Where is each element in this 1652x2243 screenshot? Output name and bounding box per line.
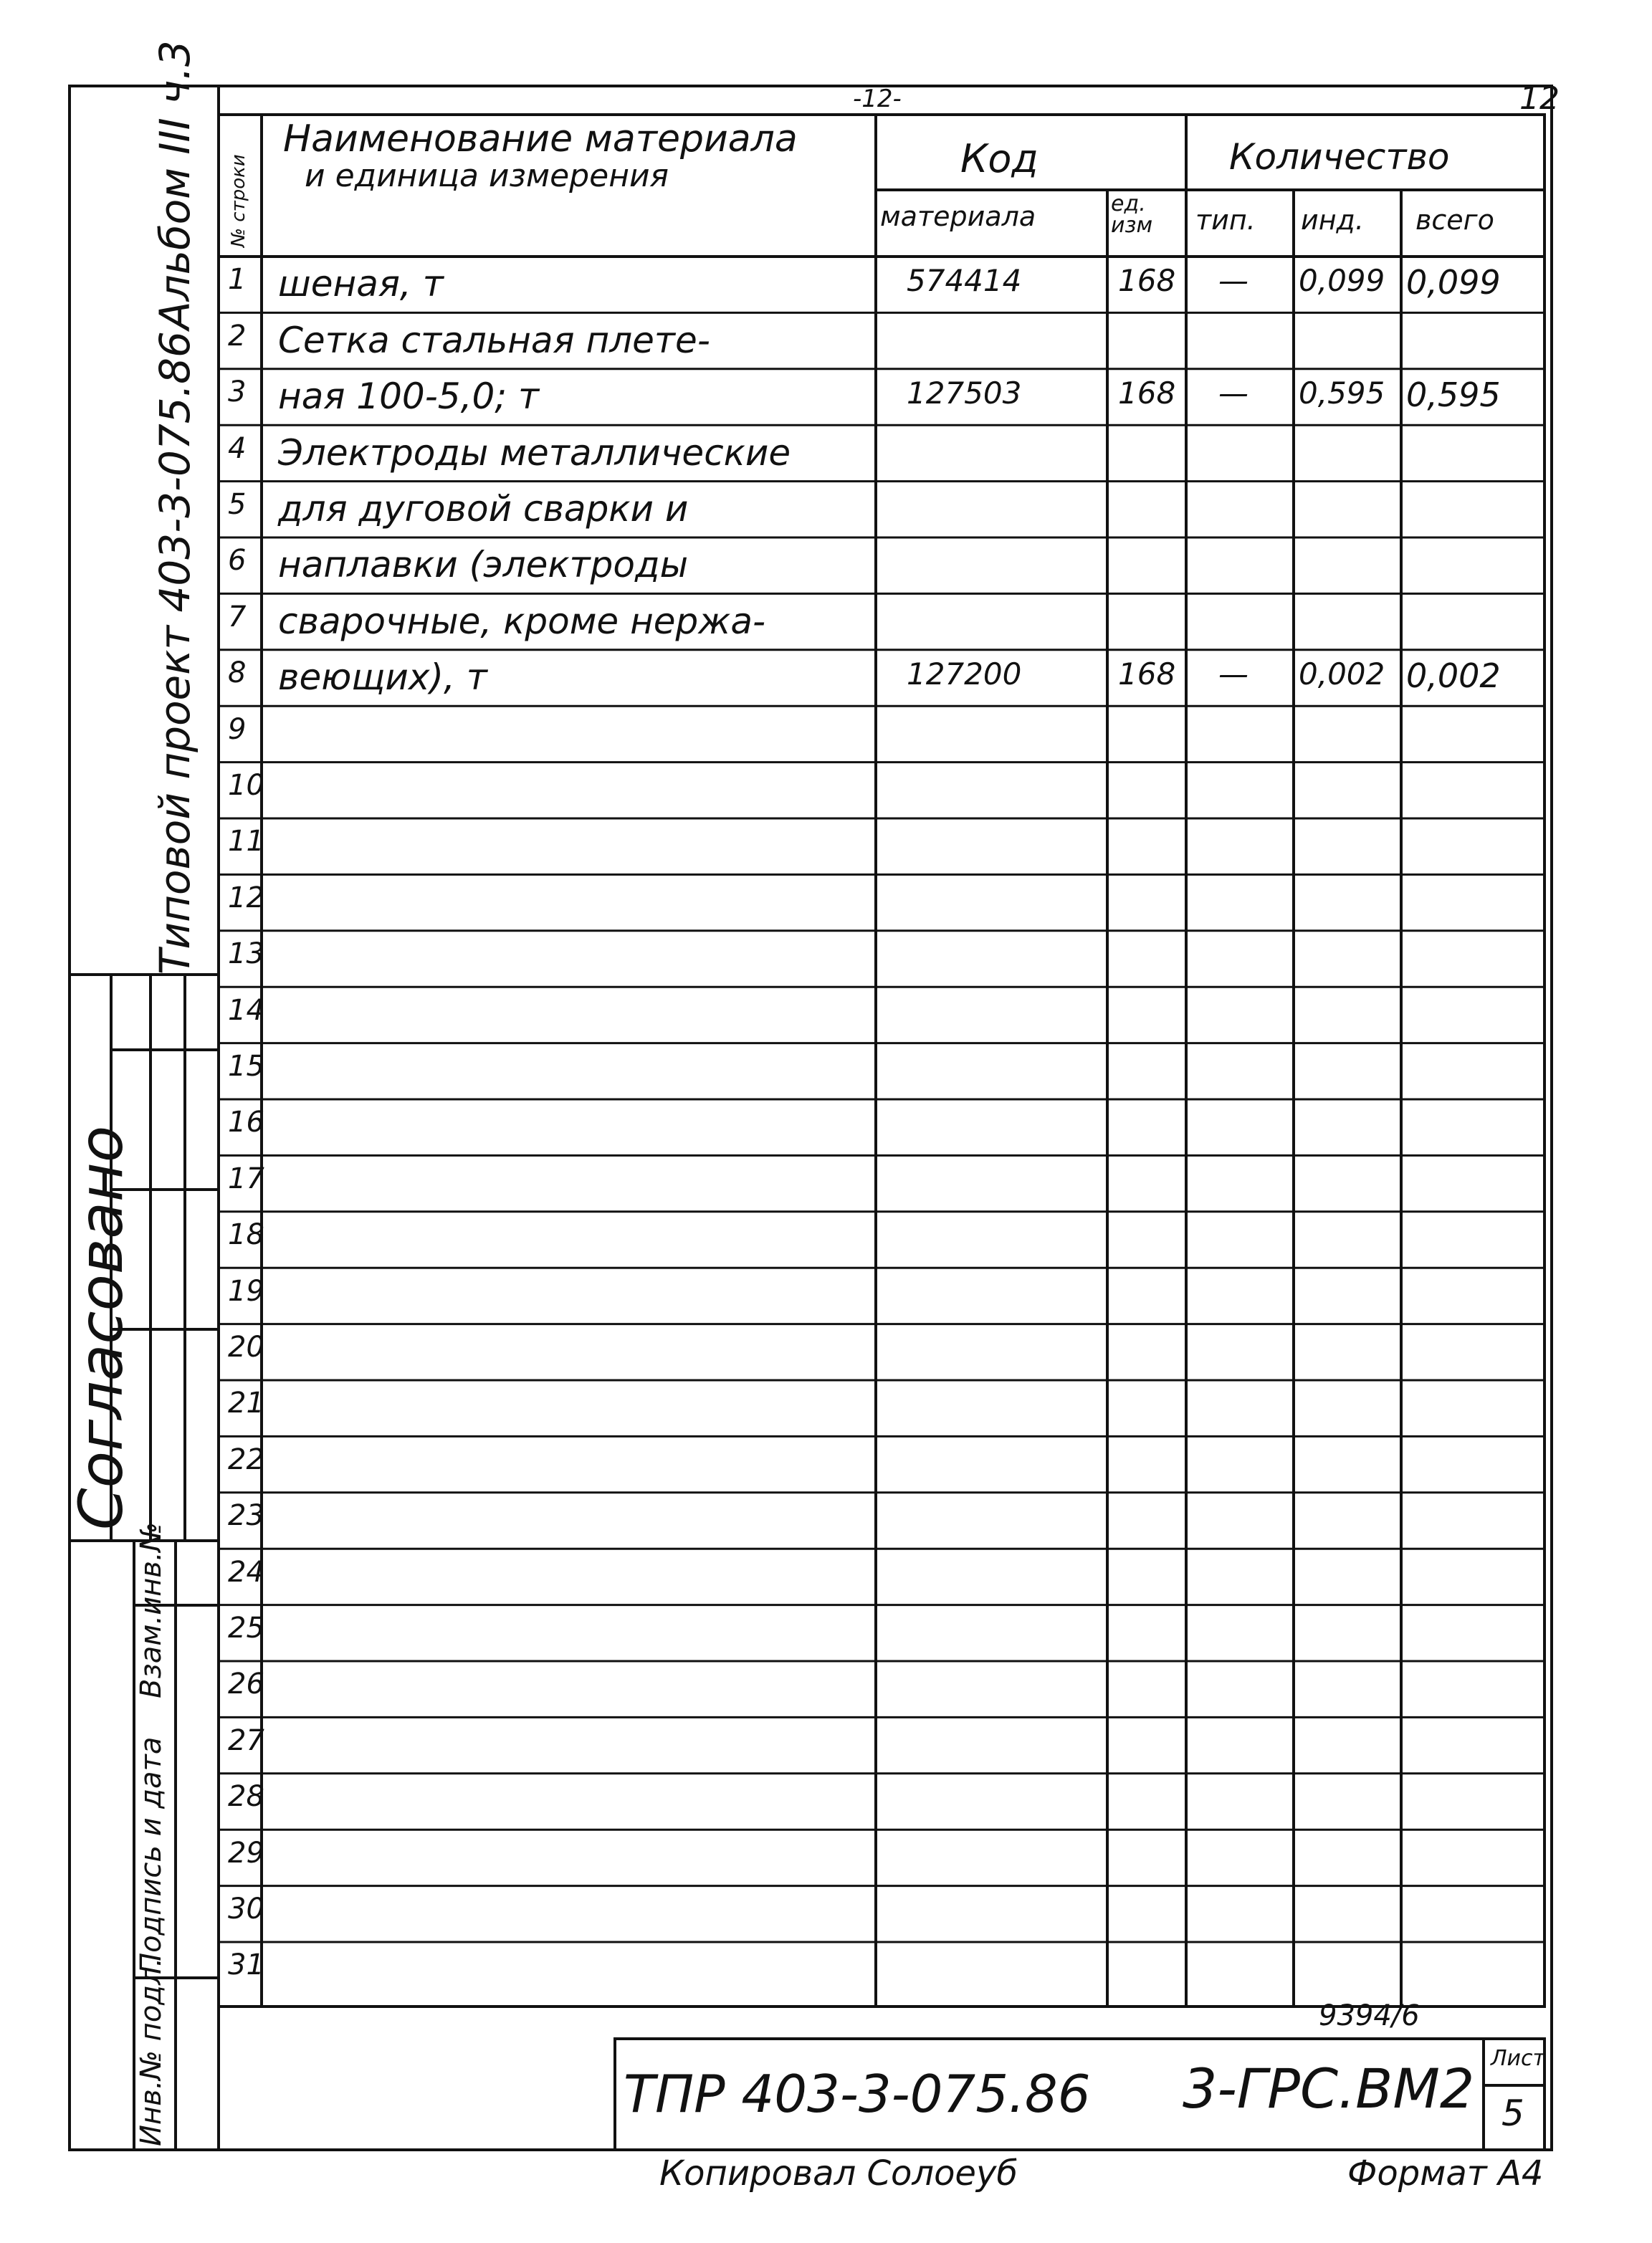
stamp-designation: ТПР 403-3-075.86 [624, 2064, 1091, 2124]
cell-code: 574414 [907, 263, 1022, 299]
cell-name: шеная, т [278, 263, 444, 305]
cell-unit: 168 [1118, 376, 1176, 411]
cell-name: Электроды металлические [278, 431, 791, 474]
cell-n: 3 [228, 376, 247, 409]
cell-n: 28 [228, 1780, 264, 1814]
cell-n: 22 [228, 1443, 264, 1476]
cell-total: 0,099 [1406, 263, 1501, 302]
sign-date-label: Подпись и дата [135, 1736, 168, 1974]
cell-n: 20 [228, 1331, 264, 1364]
cell-n: 17 [228, 1162, 264, 1195]
cell-code: 127200 [907, 656, 1022, 692]
cell-n: 11 [228, 825, 264, 859]
header-code-material: материала [880, 201, 1036, 232]
cell-n: 19 [228, 1274, 264, 1308]
cell-n: 24 [228, 1555, 264, 1589]
cell-n: 16 [228, 1106, 264, 1139]
cell-typ: — [1218, 263, 1248, 299]
header-qty-typ: тип. [1195, 204, 1256, 236]
cell-n: 15 [228, 1050, 264, 1083]
page-mark: -12- [853, 85, 902, 113]
cell-n: 18 [228, 1218, 264, 1252]
agreed-label: Согласовано [66, 1125, 136, 1530]
cell-name: для дуговой сварки и [278, 488, 689, 530]
cell-n: 2 [228, 319, 247, 353]
cell-name: Сетка стальная плете- [278, 319, 710, 361]
cell-n: 1 [228, 263, 247, 297]
cell-typ: — [1218, 376, 1248, 411]
cell-name: веющих), т [278, 656, 487, 699]
corner-number: 12 [1519, 80, 1560, 117]
album-label: Альбом III ч.3 [151, 40, 199, 330]
cell-typ: — [1218, 656, 1248, 692]
cell-n: 21 [228, 1387, 264, 1420]
cell-ind: 0,595 [1299, 376, 1385, 411]
cell-n: 12 [228, 881, 264, 914]
cell-n: 26 [228, 1668, 264, 1701]
cell-n: 10 [228, 769, 264, 802]
cell-unit: 168 [1118, 656, 1176, 692]
cell-name: ная 100-5,0; т [278, 376, 540, 418]
cell-n: 5 [228, 488, 247, 521]
cell-ind: 0,099 [1299, 263, 1385, 299]
format-label: Формат А4 [1347, 2153, 1544, 2194]
header-qty-total: всего [1415, 204, 1494, 236]
cell-name: сварочные, кроме нержа- [278, 600, 766, 642]
project-label: Типовой проект 403-3-075.86 [151, 331, 199, 975]
cell-code: 127503 [907, 376, 1022, 411]
sheet-label: Лист [1491, 2046, 1546, 2071]
cell-unit: 168 [1118, 263, 1176, 299]
cell-n: 13 [228, 937, 264, 971]
cell-n: 8 [228, 656, 247, 690]
cell-n: 4 [228, 431, 247, 465]
cell-n: 31 [228, 1948, 264, 1982]
header-row-no: № строки [228, 154, 249, 247]
header-quantity: Количество [1229, 136, 1450, 178]
header-code: Код [960, 136, 1039, 181]
cell-n: 25 [228, 1612, 264, 1645]
cell-n: 30 [228, 1893, 264, 1926]
header-name: Наименование материала и единица измерения [283, 118, 798, 194]
copied-by: Копировал Солоеуб [659, 2153, 1018, 2194]
cell-total: 0,595 [1406, 376, 1501, 415]
stamp-doc-code: 3-ГРС.ВМ2 [1183, 2057, 1475, 2120]
cell-n: 6 [228, 544, 247, 578]
cell-ind: 0,002 [1299, 656, 1385, 692]
cell-n: 27 [228, 1723, 264, 1757]
cell-name: наплавки (электроды [278, 544, 689, 586]
cell-n: 14 [228, 993, 264, 1027]
sheet-number: 5 [1501, 2093, 1524, 2134]
cell-n: 29 [228, 1836, 264, 1870]
cell-n: 9 [228, 712, 247, 746]
archive-number: 9394/6 [1319, 1999, 1420, 2032]
cell-n: 23 [228, 1499, 264, 1533]
cell-total: 0,002 [1406, 656, 1501, 696]
vzam-label: Взам.инв.№ [135, 1521, 168, 1698]
inv-no-label: Инв.№ подл. [135, 1957, 168, 2146]
header-code-unit: ед. изм [1111, 191, 1153, 238]
cell-n: 7 [228, 600, 247, 633]
header-qty-ind: инд. [1301, 204, 1364, 236]
